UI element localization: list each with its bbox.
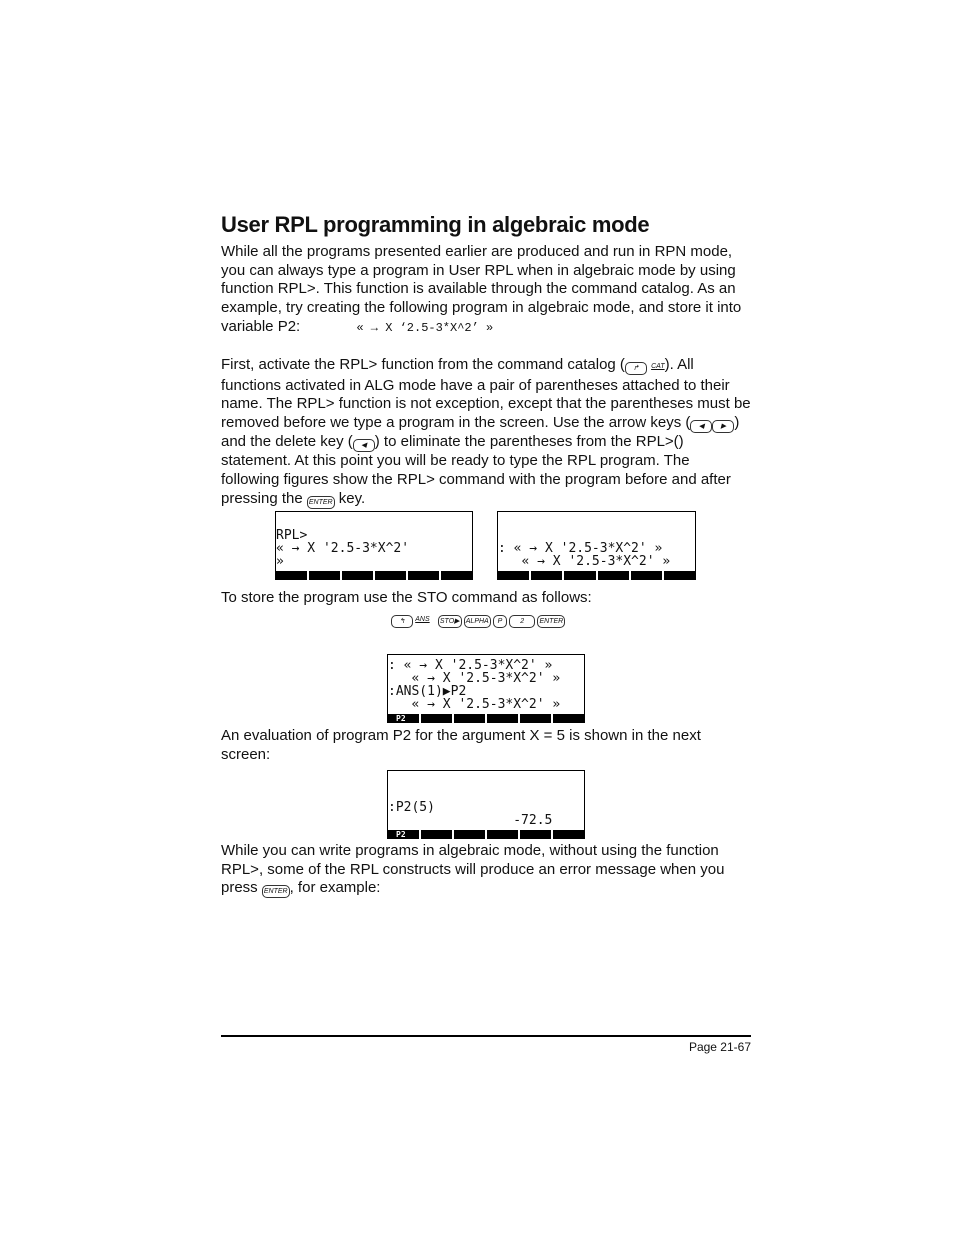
instr-text-1: First, activate the RPL> function from the command catalog ( xyxy=(221,356,625,373)
screen-line: :ANS(1)▶P2 xyxy=(388,684,467,699)
evaluation-paragraph: An evaluation of program P2 for the argument X = 5 is shown in the next screen: xyxy=(221,727,701,763)
menu-cell xyxy=(564,571,597,580)
soft-menu-bar xyxy=(388,714,584,723)
menu-cell xyxy=(598,571,631,580)
menu-cell xyxy=(498,571,531,580)
store-instruction: To store the program use the STO command as follows: xyxy=(221,589,592,606)
left-arrow-key-icon: ◀ xyxy=(690,420,712,433)
menu-cell xyxy=(454,830,487,839)
program-code: « → X ‘2.5-3*X^2’ » xyxy=(356,320,494,335)
footer-rule xyxy=(221,1035,751,1037)
page-number: Page 21-67 xyxy=(688,1040,751,1054)
section-heading: User RPL programming in algebraic mode xyxy=(221,212,650,237)
intro-paragraph xyxy=(221,243,751,338)
menu-cell xyxy=(664,571,695,580)
closing-text-2: , for example: xyxy=(289,879,381,897)
menu-cell xyxy=(408,571,441,580)
menu-cell xyxy=(421,830,454,839)
keystroke-sequence xyxy=(391,615,565,628)
enter-key-icon: ENTER xyxy=(262,885,290,898)
right-arrow-key-icon: ▶ xyxy=(712,420,734,433)
cat-key-label: CAT xyxy=(651,363,665,370)
screen-line xyxy=(388,775,584,788)
instr-text-4: ) to eliminate the parentheses from the RPL>() statement. At this point you will be ready to type the RPL program. The following figures show the RPL> command with the program before and after pressing the xyxy=(221,433,731,507)
closing-paragraph xyxy=(221,842,751,898)
screen-line: : « → X '2.5-3*X^2' » xyxy=(498,541,663,556)
screen-line: » xyxy=(276,554,284,569)
delete-key-icon: ◀ xyxy=(353,439,375,452)
menu-cell xyxy=(342,571,375,580)
instr-text-2: ). All functions activated in ALG mode have a pair of parentheses attached to their name. The RPL> function is not exception, except that the parentheses must be removed before we type a program in the screen. Use the arrow keys ( xyxy=(221,356,751,432)
instr-text-3: ) and the delete key ( xyxy=(221,414,740,451)
menu-cell xyxy=(421,714,454,723)
menu-cell xyxy=(276,571,309,580)
menu-cell xyxy=(520,830,553,839)
p-key-icon: P xyxy=(493,615,507,628)
menu-cell xyxy=(441,571,472,580)
soft-menu-bar xyxy=(276,571,472,580)
menu-cell xyxy=(531,571,564,580)
soft-menu-bar xyxy=(498,571,695,580)
screen-line: « → X '2.5-3*X^2' » xyxy=(388,671,561,686)
menu-cell xyxy=(631,571,664,580)
right-shift-key-icon: ↱ xyxy=(625,362,647,375)
calculator-screen-store xyxy=(387,654,585,723)
intro-text: While all the programs presented earlier are produced and run in RPN mode, you can always type a program in User RPL when in algebraic mode by using function RPL>. This function is available through the command catalog. As an example, try creating the following program in algebraic mode, and store it into variable P2: xyxy=(221,243,742,335)
menu-cell xyxy=(375,571,408,580)
menu-cell-p2: P2 xyxy=(388,830,421,839)
ans-key-label: ANS xyxy=(415,616,430,623)
menu-cell xyxy=(454,714,487,723)
left-shift-key-icon: ↰ xyxy=(391,615,413,628)
two-key-icon: 2 xyxy=(509,615,535,628)
menu-cell xyxy=(520,714,553,723)
screen-line: « → X '2.5-3*X^2' » xyxy=(498,554,671,569)
calculator-screen-after xyxy=(497,511,696,580)
menu-cell xyxy=(553,714,584,723)
closing-text-1: While you can write programs in algebraic mode, without using the function RPL>, some of the RPL constructs will produce an error message when you press xyxy=(221,842,725,897)
instr-text-5: key. xyxy=(338,489,366,507)
screen-line: -72.5 xyxy=(388,813,553,828)
alpha-key-icon: ALPHA xyxy=(464,615,491,628)
menu-cell xyxy=(553,830,584,839)
menu-cell xyxy=(487,830,520,839)
calculator-screen-eval xyxy=(387,770,585,839)
calculator-screen-before xyxy=(275,511,473,580)
enter-key-icon: ENTER xyxy=(537,615,565,628)
screen-line: :P2(5) xyxy=(388,800,435,815)
instructions-paragraph xyxy=(221,356,751,509)
sto-key-icon: STO▶ xyxy=(438,615,462,628)
screen-line: « → X '2.5-3*X^2' » xyxy=(388,697,561,712)
enter-key-icon: ENTER xyxy=(307,496,335,509)
screen-line: « → X '2.5-3*X^2' xyxy=(276,541,410,556)
menu-cell xyxy=(309,571,342,580)
menu-cell-p2: P2 xyxy=(388,714,421,723)
screen-line: : « → X '2.5-3*X^2' » xyxy=(388,658,553,673)
menu-cell xyxy=(487,714,520,723)
screen-line: RPL> xyxy=(276,528,308,543)
soft-menu-bar xyxy=(388,830,584,839)
